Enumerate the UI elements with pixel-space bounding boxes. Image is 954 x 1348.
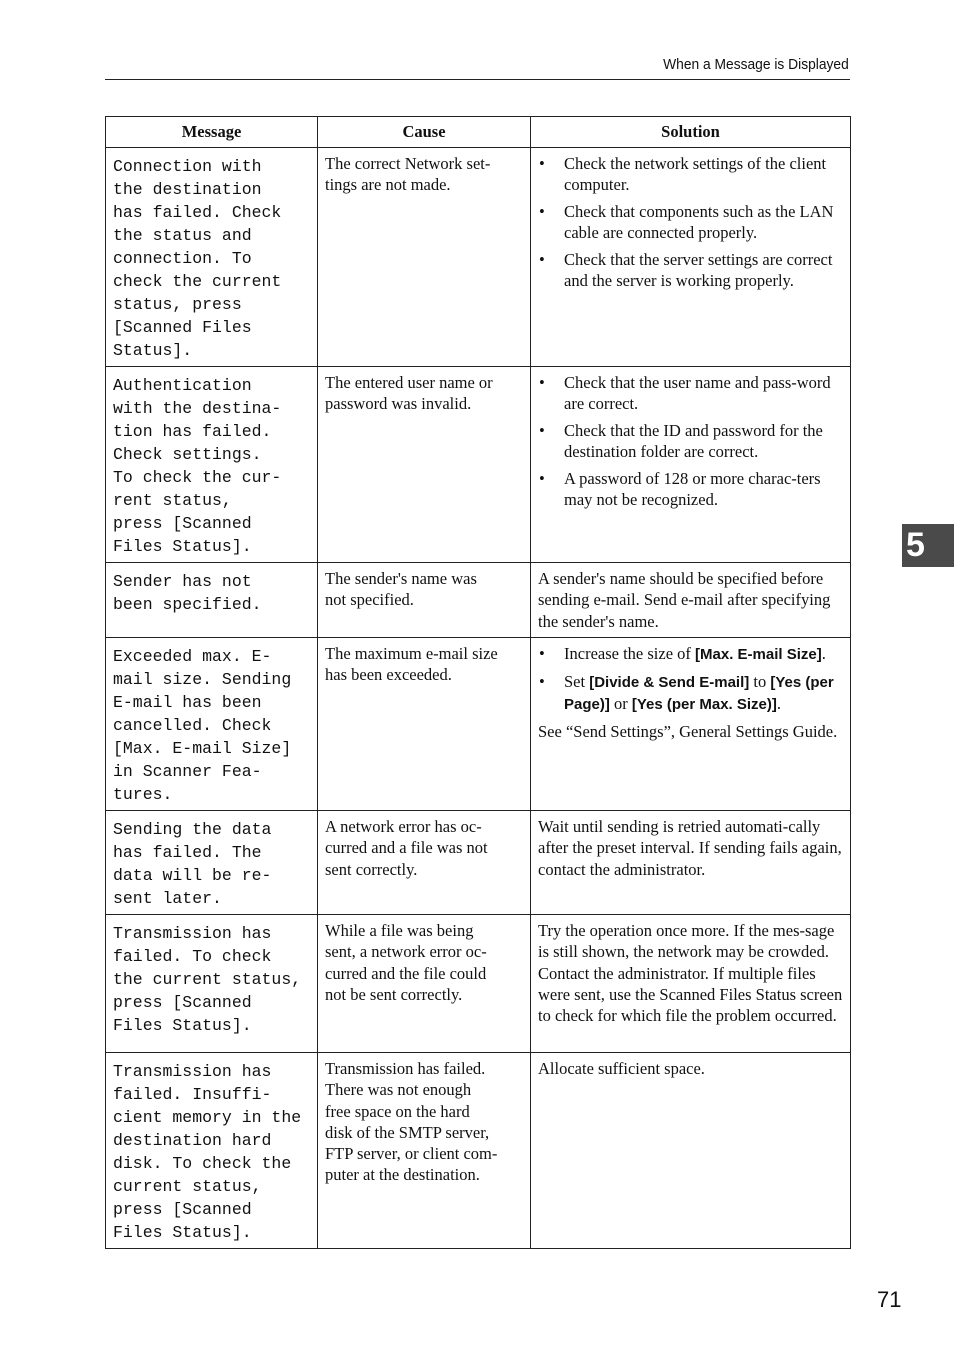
table-row [106,148,851,367]
cause-cell: Transmission has failed. There was not enough free space on the hard disk of the SMTP server, FTP server, or client com- puter at the destination. [318,1053,531,1249]
cause-cell: A network error has oc- curred and a file was not sent correctly. [318,811,531,915]
running-header: When a Message is Displayed [663,56,849,73]
cause-cell: The entered user name or password was invalid. [318,367,531,563]
solution-text: Set [564,671,590,691]
solution-bullet: • A password of 128 or more charac-ters may not be recognized. [538,468,844,511]
chapter-tab: 5 [902,524,954,567]
solution-cell: Allocate sufficient space. [531,1053,851,1249]
solution-cell [531,148,851,367]
table-header-row [106,117,851,148]
solution-list [538,153,844,292]
solution-text: . [821,644,826,663]
solution-cell [531,638,851,811]
solution-bullet [538,671,844,716]
message-cell: Transmission has failed. Insuffi- cient memory in the destination hard disk. To check the current status, press [Scanned Files Status]. [106,1053,318,1249]
solution-cell: Wait until sending is retried automati-cally after the preset interval. If sending fails again, contact the administrator. [531,811,851,915]
cause-cell: The maximum e-mail size has been exceeded. [318,638,531,811]
solution-bullet [538,643,844,665]
message-cell: Exceeded max. E- mail size. Sending E-mail has been cancelled. Check [Max. E-mail Size] in Scanner Fea- tures. [106,638,318,811]
solution-bullet: • Check that the server settings are correct and the server is working properly. [538,249,844,292]
solution-list [538,643,844,715]
solution-bullet: • Check that the user name and pass-word are correct. [538,372,844,415]
cause-cell: The sender's name was not specified. [318,563,531,638]
message-cell: Connection with the destination has failed. Check the status and connection. To check the current status, press [Scanned Files Status]. [106,148,318,367]
table-row [106,1053,851,1249]
setting-value: [Yes (per Page)] [564,673,834,714]
solution-text: to [749,671,771,691]
cause-cell: The correct Network set- tings are not made. [318,148,531,367]
cause-cell: While a file was being sent, a network error oc- curred and the file could not be sent correctly. [318,915,531,1053]
message-table [105,116,851,1249]
solution-cell: A sender's name should be specified before sending e-mail. Send e-mail after specifying the sender's name. [531,563,851,638]
column-header-solution: Solution [531,117,851,148]
solution-text: Increase the size of [564,644,696,663]
table-row [106,367,851,563]
solution-text: or [609,694,632,714]
column-header-cause: Cause [318,117,531,148]
column-header-message: Message [106,117,318,148]
header-rule [105,79,850,80]
solution-bullet: • Check that components such as the LAN cable are connected properly. [538,201,844,244]
setting-value: [Yes (per Max. Size)] [631,696,777,714]
solution-cell: Try the operation once more. If the mes-sage is still shown, the network may be crowded. Contact the administrator. If multiple files were sent, use the Scanned Files Status screen to check for which file the problem occurred. [531,915,851,1053]
solution-list [538,372,844,511]
message-cell: Sender has not been specified. [106,563,318,638]
message-cell: Transmission has failed. To check the current status, press [Scanned Files Status]. [106,915,318,1053]
setting-name: [Max. E-mail Size] [695,646,822,663]
message-cell: Sending the data has failed. The data will be re- sent later. [106,811,318,915]
solution-bullet: • Check the network settings of the client computer. [538,153,844,196]
solution-note: See “Send Settings”, General Settings Guide. [538,721,838,741]
solution-cell [531,367,851,563]
table-row [106,638,851,811]
table-row [106,915,851,1053]
table-row [106,811,851,915]
message-cell: Authentication with the destina- tion has failed. Check settings. To check the cur- rent status, press [Scanned Files Status]. [106,367,318,563]
solution-bullet: • Check that the ID and password for the destination folder are correct. [538,420,844,463]
table-row [106,563,851,638]
page-number: 71 [877,1287,902,1312]
solution-text: . [776,694,782,714]
setting-name: [Divide & Send E-mail] [589,673,750,691]
